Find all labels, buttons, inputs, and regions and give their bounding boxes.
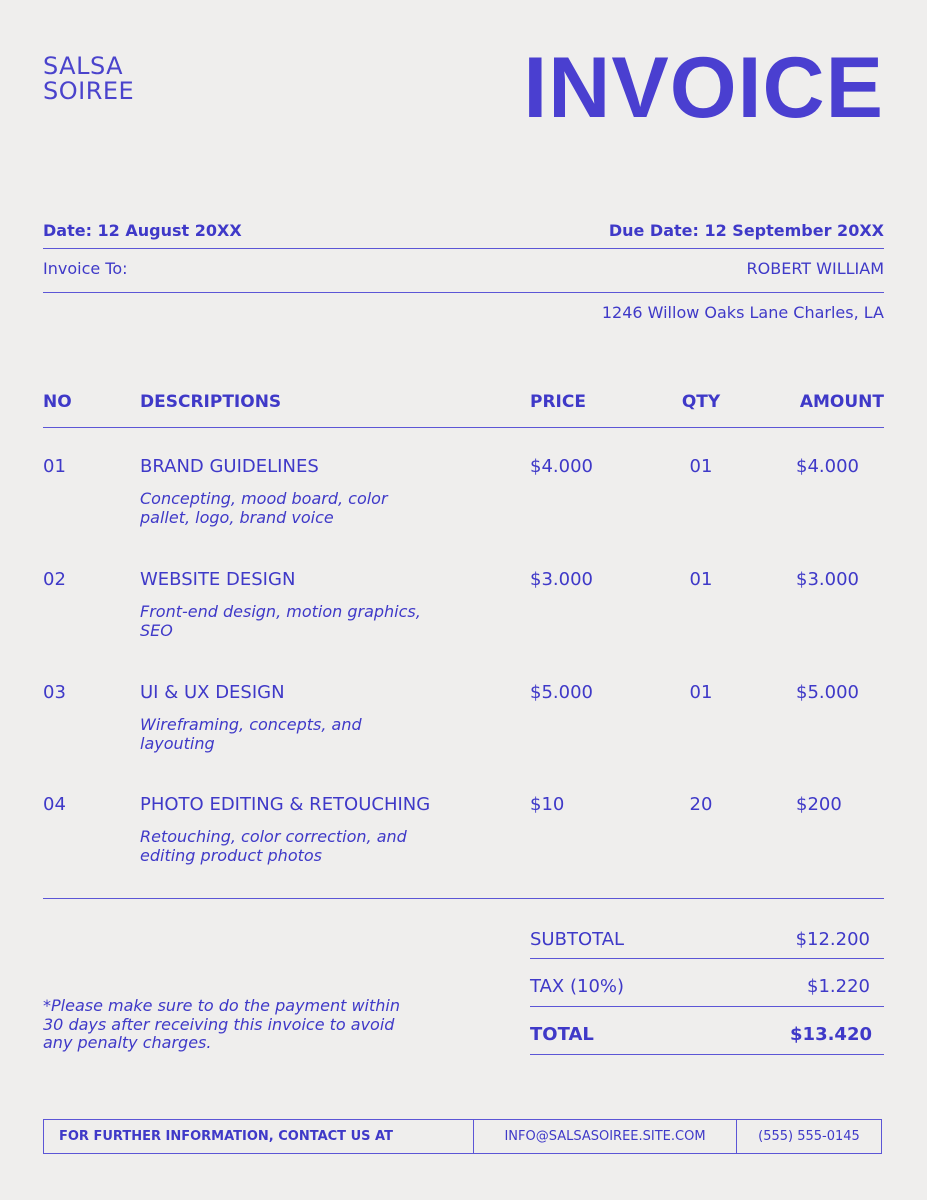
item-title: UI & UX DESIGN bbox=[140, 682, 285, 703]
divider bbox=[530, 1054, 884, 1055]
item-amount: $200 bbox=[796, 794, 842, 815]
due-date: Due Date: 12 September 20XX bbox=[608, 221, 884, 240]
tax-label: TAX (10%) bbox=[530, 976, 625, 997]
subtotal-label: SUBTOTAL bbox=[530, 929, 625, 950]
row-number: 04 bbox=[43, 794, 66, 815]
item-qty: 01 bbox=[689, 456, 713, 477]
item-price: $10 bbox=[530, 794, 565, 815]
column-header-qty: QTY bbox=[681, 392, 721, 412]
client-name: ROBERT WILLIAM bbox=[746, 259, 884, 278]
item-description: Concepting, mood board, color pallet, logo, brand voice bbox=[140, 489, 388, 527]
row-number: 03 bbox=[43, 682, 66, 703]
item-description: Retouching, color correction, and editing product photos bbox=[140, 827, 407, 865]
row-number: 01 bbox=[43, 456, 66, 477]
item-title: PHOTO EDITING & RETOUCHING bbox=[140, 794, 431, 815]
invoice-to-label: Invoice To: bbox=[43, 259, 128, 278]
item-qty: 01 bbox=[689, 682, 713, 703]
row-number: 02 bbox=[43, 569, 66, 590]
subtotal-value: $12.200 bbox=[795, 929, 870, 950]
table-header-divider bbox=[43, 427, 884, 428]
contact-email-link[interactable]: INFO@SALSASOIREE.SITE.COM bbox=[474, 1120, 737, 1153]
invoice-date: Date: 12 August 20XX bbox=[43, 221, 242, 240]
brand-line-2: SOIREE bbox=[43, 77, 135, 105]
divider bbox=[43, 292, 884, 293]
contact-footer bbox=[43, 1119, 882, 1154]
item-price: $4.000 bbox=[530, 456, 593, 477]
client-address: 1246 Willow Oaks Lane Charles, LA bbox=[601, 303, 884, 322]
item-description: Wireframing, concepts, and layouting bbox=[140, 715, 362, 753]
item-amount: $5.000 bbox=[796, 682, 859, 703]
brand-logo-text bbox=[43, 54, 134, 104]
column-header-descriptions: DESCRIPTIONS bbox=[140, 392, 282, 412]
item-description: Front-end design, motion graphics, SEO bbox=[140, 602, 421, 640]
tax-value: $1.220 bbox=[807, 976, 870, 997]
column-header-no: NO bbox=[43, 392, 72, 412]
item-amount: $4.000 bbox=[796, 456, 859, 477]
item-title: BRAND GUIDELINES bbox=[140, 456, 319, 477]
item-title: WEBSITE DESIGN bbox=[140, 569, 296, 590]
item-qty: 01 bbox=[689, 569, 713, 590]
divider bbox=[43, 248, 884, 249]
table-bottom-divider bbox=[43, 898, 884, 899]
payment-note: *Please make sure to do the payment within 30 days after receiving this invoice to avoid any penalty charges. bbox=[43, 996, 400, 1052]
column-header-price: PRICE bbox=[530, 392, 586, 412]
item-price: $5.000 bbox=[530, 682, 593, 703]
total-value: $13.420 bbox=[790, 1024, 872, 1045]
item-price: $3.000 bbox=[530, 569, 593, 590]
item-amount: $3.000 bbox=[796, 569, 859, 590]
column-header-amount: AMOUNT bbox=[799, 392, 884, 412]
divider bbox=[530, 958, 884, 959]
total-label: TOTAL bbox=[530, 1024, 594, 1045]
divider bbox=[530, 1006, 884, 1007]
page-title: INVOICE bbox=[523, 40, 884, 136]
item-qty: 20 bbox=[689, 794, 713, 815]
brand-line-1: SALSA bbox=[43, 52, 124, 80]
contact-label: FOR FURTHER INFORMATION, CONTACT US AT bbox=[44, 1120, 474, 1153]
contact-phone[interactable]: (555) 555-0145 bbox=[758, 1129, 860, 1144]
